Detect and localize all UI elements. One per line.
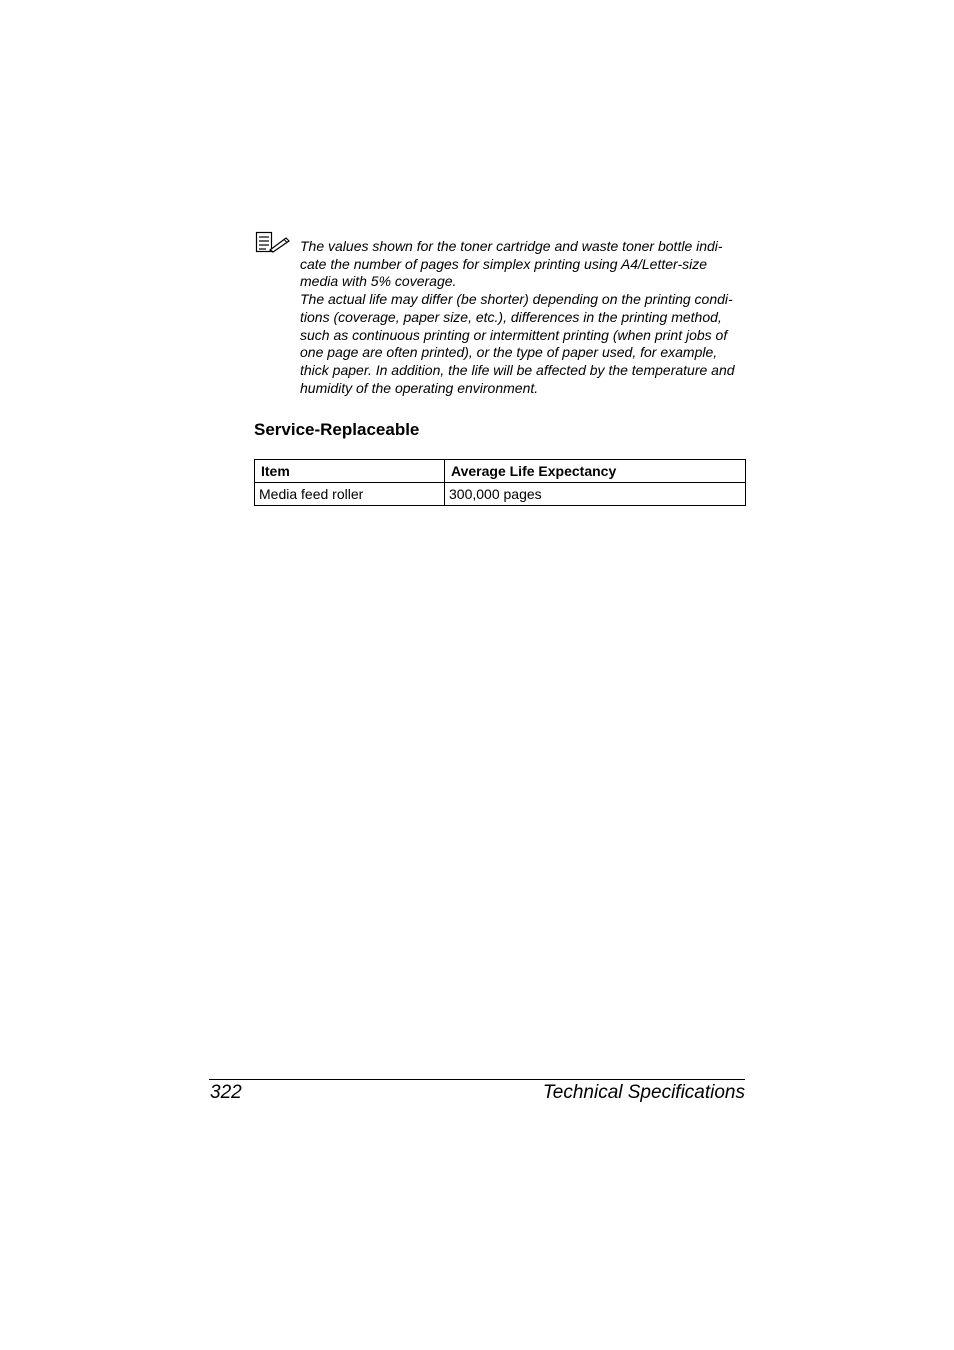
column-header-life-expectancy: Average Life Expectancy: [445, 460, 746, 483]
note-pencil-icon: [255, 231, 291, 253]
service-replaceable-table: [254, 459, 746, 506]
table-cell-item: Media feed roller: [255, 483, 445, 506]
note-line: The values shown for the toner cartridge and waste toner bottle indi-: [300, 238, 723, 254]
table-header-row: [255, 460, 746, 483]
note-line: media with 5% coverage.: [300, 273, 457, 290]
note-line: one page are often printed), or the type of paper used, for example,: [300, 344, 718, 361]
note-line: thick paper. In addition, the life will be affected by the temperature and: [300, 361, 735, 378]
note-text: [300, 238, 750, 397]
section-title: Service-Replaceable: [254, 420, 420, 439]
note-line: tions (coverage, paper size, etc.), differences in the printing method,: [300, 308, 722, 325]
note-line: cate the number of pages for simplex printing using A4/Letter-size: [300, 255, 707, 272]
chapter-title: Technical Specifications: [542, 1082, 745, 1103]
table-row: [255, 483, 746, 506]
page-number: 322: [210, 1082, 242, 1103]
table-cell-life-expectancy: 300,000 pages: [445, 483, 746, 506]
column-header-item: Item: [255, 460, 445, 483]
footer-divider: [209, 1079, 745, 1080]
note-line: The actual life may differ (be shorter) depending on the printing condi-: [300, 291, 733, 308]
note-line: such as continuous printing or intermittent printing (when print jobs of: [300, 326, 728, 343]
note-line: humidity of the operating environment.: [300, 379, 539, 396]
